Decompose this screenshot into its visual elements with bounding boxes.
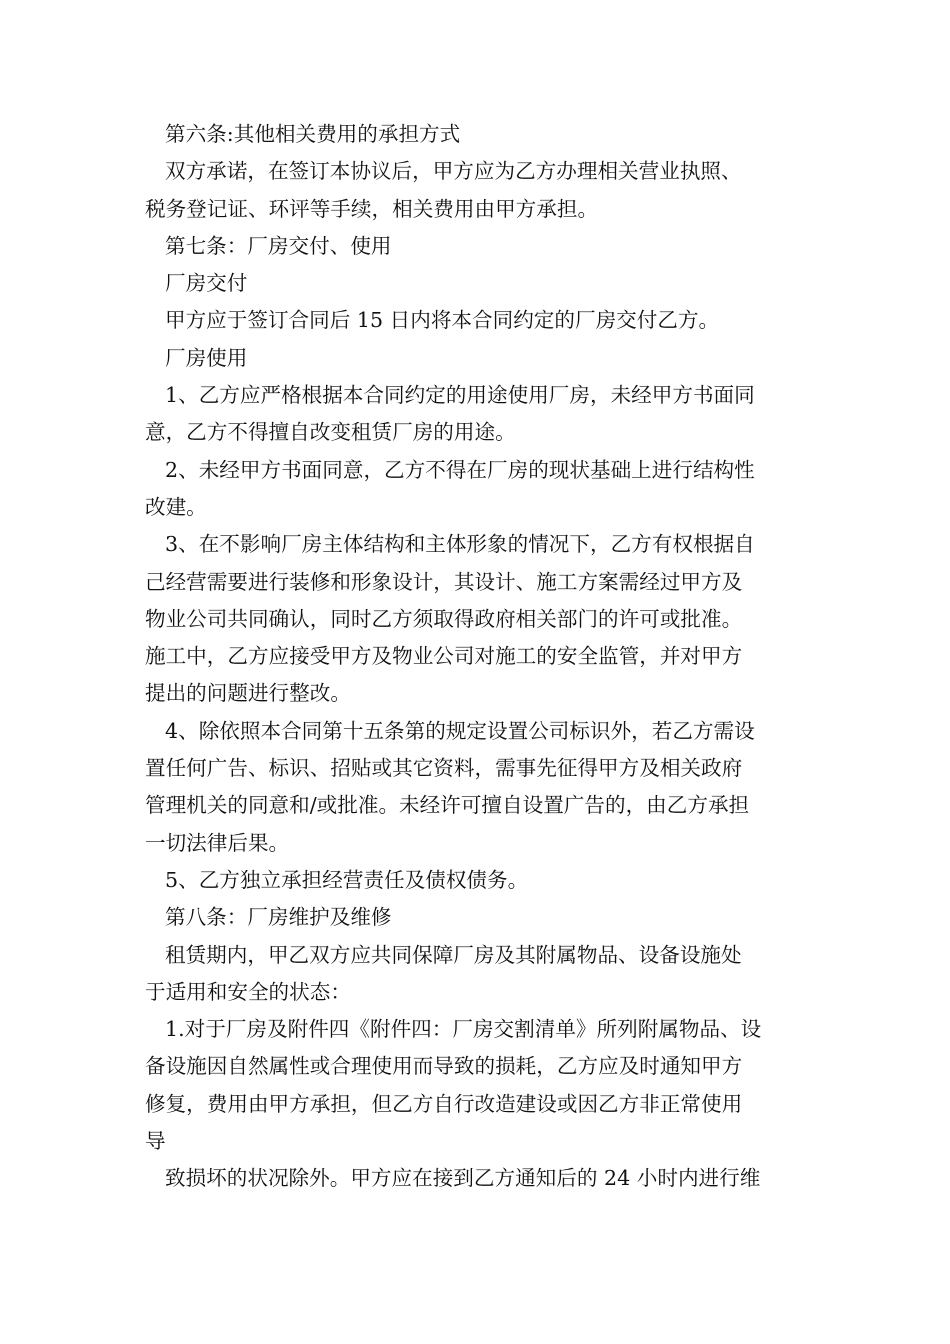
clause-2-line: 改建。 [145, 494, 207, 519]
clause-1-line: 意，乙方不得擅自改变租赁厂房的用途。 [145, 420, 516, 445]
subheading-usage: 厂房使用 [165, 345, 248, 370]
clause-4-line: 4、除依照本合同第十五条第的规定设置公司标识外，若乙方需设 [165, 718, 755, 743]
clause-4-line: 管理机关的同意和/或批准。未经许可擅自设置广告的，由乙方承担 [145, 793, 750, 818]
clause-3-line: 3、在不影响厂房主体结构和主体形象的情况下，乙方有权根据自 [165, 532, 755, 557]
clause-8-1-line: 修复，费用由甲方承担，但乙方自行改造建设或因乙方非正常使用 [145, 1091, 743, 1116]
clause-3-line: 物业公司共同确认，同时乙方须取得政府相关部门的许可或批准。 [145, 606, 743, 631]
subheading-delivery: 厂房交付 [165, 271, 248, 296]
clause-4-line: 一切法律后果。 [145, 830, 290, 855]
clause-3-line: 提出的问题进行整改。 [145, 681, 351, 706]
paragraph-line: 于适用和安全的状态： [145, 979, 351, 1004]
clause-8-1-line: 备设施因自然属性或合理使用而导致的损耗，乙方应及时通知甲方 [145, 1054, 743, 1079]
clause-2-line: 2、未经甲方书面同意，乙方不得在厂房的现状基础上进行结构性 [165, 457, 755, 482]
paragraph-line: 甲方应于签订合同后 15 日内将本合同约定的厂房交付乙方。 [165, 308, 720, 333]
paragraph-line: 双方承诺，在签订本协议后，甲方应为乙方办理相关营业执照、 [165, 159, 742, 184]
article-7-heading: 第七条：厂房交付、使用 [165, 233, 392, 258]
article-8-heading: 第八条：厂房维护及维修 [165, 905, 392, 930]
clause-1-line: 1、乙方应严格根据本合同约定的用途使用厂房，未经甲方书面同 [165, 383, 755, 408]
clause-4-line: 置任何广告、标识、招贴或其它资料，需事先征得甲方及相关政府 [145, 756, 743, 781]
clause-5-line: 5、乙方独立承担经营责任及债权债务。 [165, 867, 529, 892]
paragraph-line: 租赁期内，甲乙双方应共同保障厂房及其附属物品、设备设施处 [165, 942, 742, 967]
clause-3-line: 己经营需要进行装修和形象设计，其设计、施工方案需经过甲方及 [145, 569, 743, 594]
clause-8-1-line: 导 [145, 1129, 166, 1154]
article-6-heading: 第六条:其他相关费用的承担方式 [165, 122, 461, 146]
clause-8-1-line: 致损坏的状况除外。甲方应在接到乙方通知后的 24 小时内进行维 [165, 1166, 761, 1191]
clause-8-1-line: 1.对于厂房及附件四《附件四：厂房交割清单》所列附属物品、设 [165, 1017, 762, 1042]
document-body [145, 116, 807, 1198]
clause-3-line: 施工中，乙方应接受甲方及物业公司对施工的安全监管，并对甲方 [145, 644, 743, 669]
paragraph-line: 税务登记证、环评等手续，相关费用由甲方承担。 [145, 196, 599, 221]
